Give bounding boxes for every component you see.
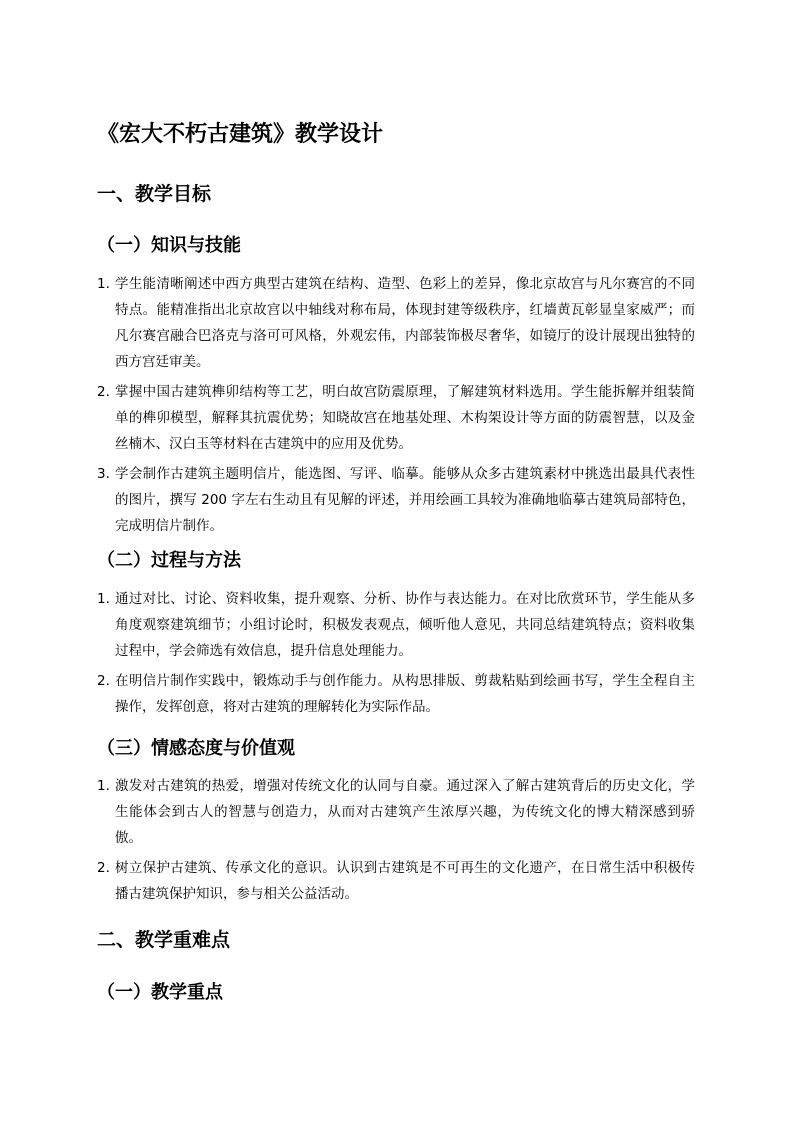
list-item-text: 在明信片制作实践中，锻炼动手与创作能力。从构思排版、剪裁粘贴到绘画书写，学生全程自主操作，发挥创意，将对古建筑的理解转化为实际作品。 xyxy=(115,673,695,715)
subsection-heading-emotion-values: （三）情感态度与价值观 xyxy=(97,738,295,759)
list-item xyxy=(97,773,695,851)
list-item-text: 掌握中国古建筑榫卯结构等工艺，明白故宫防震原理，了解建筑材料选用。学生能拆解并组装简单的榫卯模型，解释其抗震优势；知晓故宫在地基处理、木构架设计等方面的防震智慧，以及金丝楠木、汉白玉等材料在古建筑中的应用及优势。 xyxy=(115,384,695,452)
list-item xyxy=(97,379,695,457)
knowledge-skills-list xyxy=(97,271,695,543)
list-item-text: 激发对古建筑的热爱，增强对传统文化的认同与自豪。通过深入了解古建筑背后的历史文化，学生能体会到古人的智慧与创造力，从而对古建筑产生浓厚兴趣，为传统文化的博大精深感到骄傲。 xyxy=(115,778,695,846)
subsection-heading-process-method: （二）过程与方法 xyxy=(97,550,241,571)
list-item-number: 2. xyxy=(97,673,110,689)
section-heading-key-difficulties: 二、教学重难点 xyxy=(97,929,231,951)
list-item-text: 学会制作古建筑主题明信片，能选图、写评、临摹。能够从众多古建筑素材中挑选出最具代表性的图片，撰写 200 字左右生动且有见解的评述，并用绘画工具较为准确地临摹古建筑局部特色，完成明信片制作。 xyxy=(115,466,695,534)
emotion-values-list xyxy=(97,773,695,911)
list-item-number: 1. xyxy=(97,276,110,292)
list-item-number: 1. xyxy=(97,778,110,794)
list-item-number: 2. xyxy=(97,860,110,876)
list-item-text: 通过对比、讨论、资料收集，提升观察、分析、协作与表达能力。在对比欣赏环节，学生能从多角度观察建筑细节；小组讨论时，积极发表观点，倾听他人意见，共同总结建筑特点；资料收集过程中，学会筛选有效信息，提升信息处理能力。 xyxy=(115,591,695,659)
list-item xyxy=(97,271,695,375)
section-heading-teaching-goals: 一、教学目标 xyxy=(97,183,212,205)
list-item xyxy=(97,461,695,539)
subsection-heading-teaching-focus: （一）教学重点 xyxy=(97,982,223,1003)
list-item xyxy=(97,855,695,907)
list-item-number: 1. xyxy=(97,591,110,607)
subsection-heading-knowledge-skills: （一）知识与技能 xyxy=(97,235,241,256)
process-method-list xyxy=(97,586,695,724)
list-item xyxy=(97,586,695,664)
list-item-number: 3. xyxy=(97,466,110,482)
list-item-number: 2. xyxy=(97,384,110,400)
document-title: 《宏大不朽古建筑》教学设计 xyxy=(97,122,384,147)
list-item xyxy=(97,668,695,720)
list-item-text: 树立保护古建筑、传承文化的意识。认识到古建筑是不可再生的文化遗产，在日常生活中积极传播古建筑保护知识，参与相关公益活动。 xyxy=(115,860,695,902)
list-item-text: 学生能清晰阐述中西方典型古建筑在结构、造型、色彩上的差异，像北京故宫与凡尔赛宫的不同特点。能精准指出北京故宫以中轴线对称布局，体现封建等级秩序，红墙黄瓦彰显皇家威严；而凡尔赛宫融合巴洛克与洛可可风格，外观宏伟，内部装饰极尽奢华，如镜厅的设计展现出独特的西方宫廷审美。 xyxy=(115,276,695,370)
